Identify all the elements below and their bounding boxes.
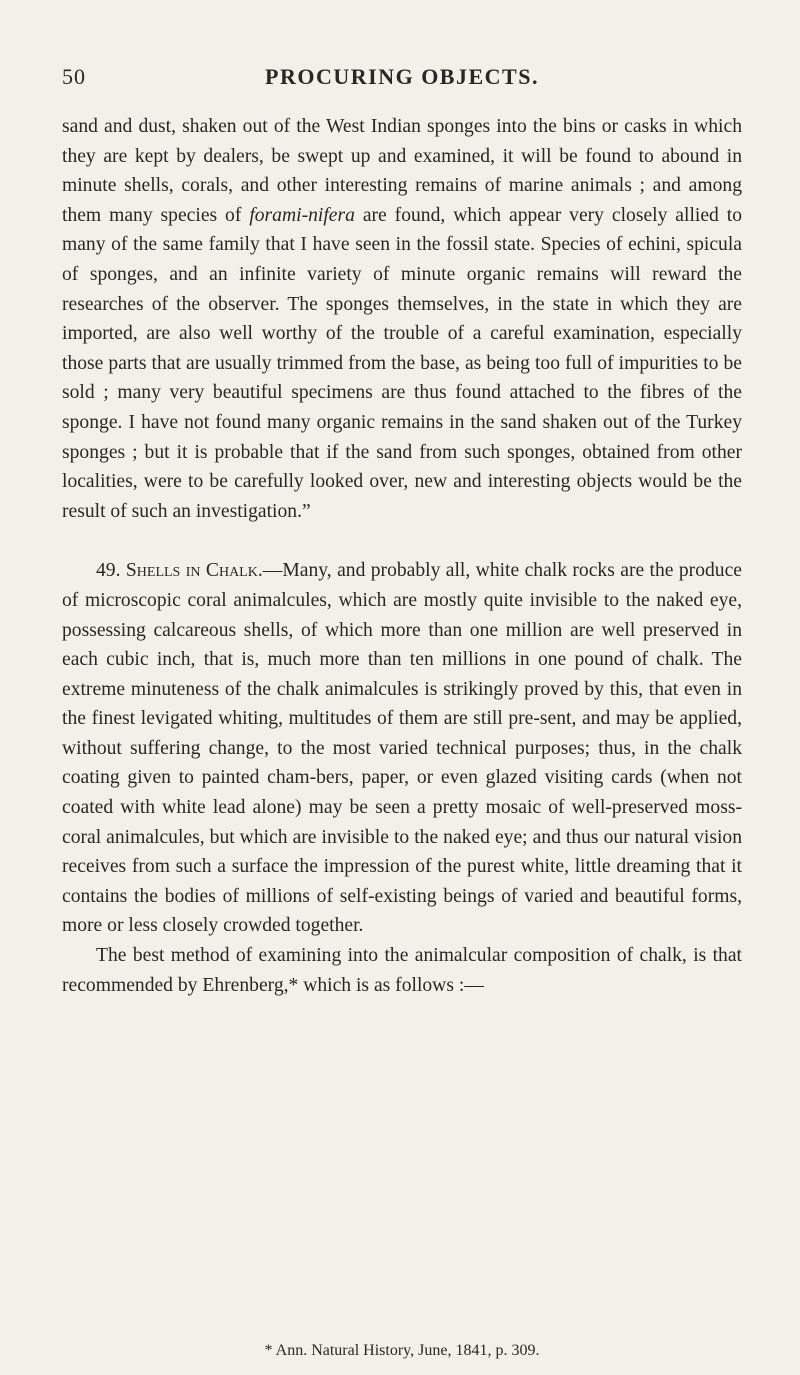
paragraph-method [62,941,742,1000]
page-header [62,60,742,100]
paragraph-text: are found, which appear very closely allied to many of the same family that I have seen in the fossil state. Species of echini, spicula of sponges, and an infinite variety of minute organic remains will reward the researches of the observer. The sponges themselves, in the state in which they are imported, are also well worthy of the trouble of a careful examination, especially those parts that are usually trimmed from the base, as being too full of impurities to be sold ; many very beautiful specimens are thus found attached to the fibres of the sponge. I have not found many organic remains in the sand shaken out of the Turkey sponges ; but it is probable that if the sand from such sponges, obtained from other localities, were to be carefully looked over, new and interesting objects would be the result of such an investigation.” [62,204,742,522]
paragraph-text: —Many, and probably all, white chalk rocks are the produce of microscopic coral animalcules, which are mostly quite invisible to the naked eye, possessing calcareous shells, of which more than one million are well preserved in each cubic inch, that is, much more than ten millions in one pound of chalk. The extreme minuteness of the chalk animalcules is strikingly proved by this, that even in the finest levigated whiting, multitudes of them are still pre-sent, and may be applied, without suffering change, to the most varied technical purposes; thus, in the chalk coating given to painted cham-bers, paper, or even glazed visiting cards (when not coated with white lead alone) may be seen a pretty mosaic of well-preserved moss-coral animalcules, but which are invisible to the naked eye; and thus our natural vision receives from such a surface the impression of the purest white, little dreaming that it contains the bodies of millions of self-existing beings of varied and beautiful forms, more or less closely crowded together. [62,560,742,937]
footnote: * Ann. Natural History, June, 1841, p. 309. [264,1342,540,1359]
paragraph-shells-in-chalk [62,556,742,941]
section-heading: Shells in Chalk. [125,560,263,582]
page-number: 50 [62,64,86,89]
body-text [62,112,742,1000]
italic-term: forami-nifera [249,204,355,226]
running-title: PROCURING OBJECTS. [265,64,539,89]
section-number: 49. [96,560,121,582]
paragraph-text: sand and dust, shaken out of the West Indian sponges into the bins or casks in which they are kept by dealers, be swept up and examined, it will be found to abound in minute shells, corals, and other interesting remains of marine animals ; and among them many species of [62,116,742,226]
paragraph-text: The best method of examining into the animalcular composition of chalk, is that recommended by Ehrenberg,* which is as follows :— [62,945,742,996]
paragraph-sponges [62,112,742,526]
book-page [62,60,742,1000]
